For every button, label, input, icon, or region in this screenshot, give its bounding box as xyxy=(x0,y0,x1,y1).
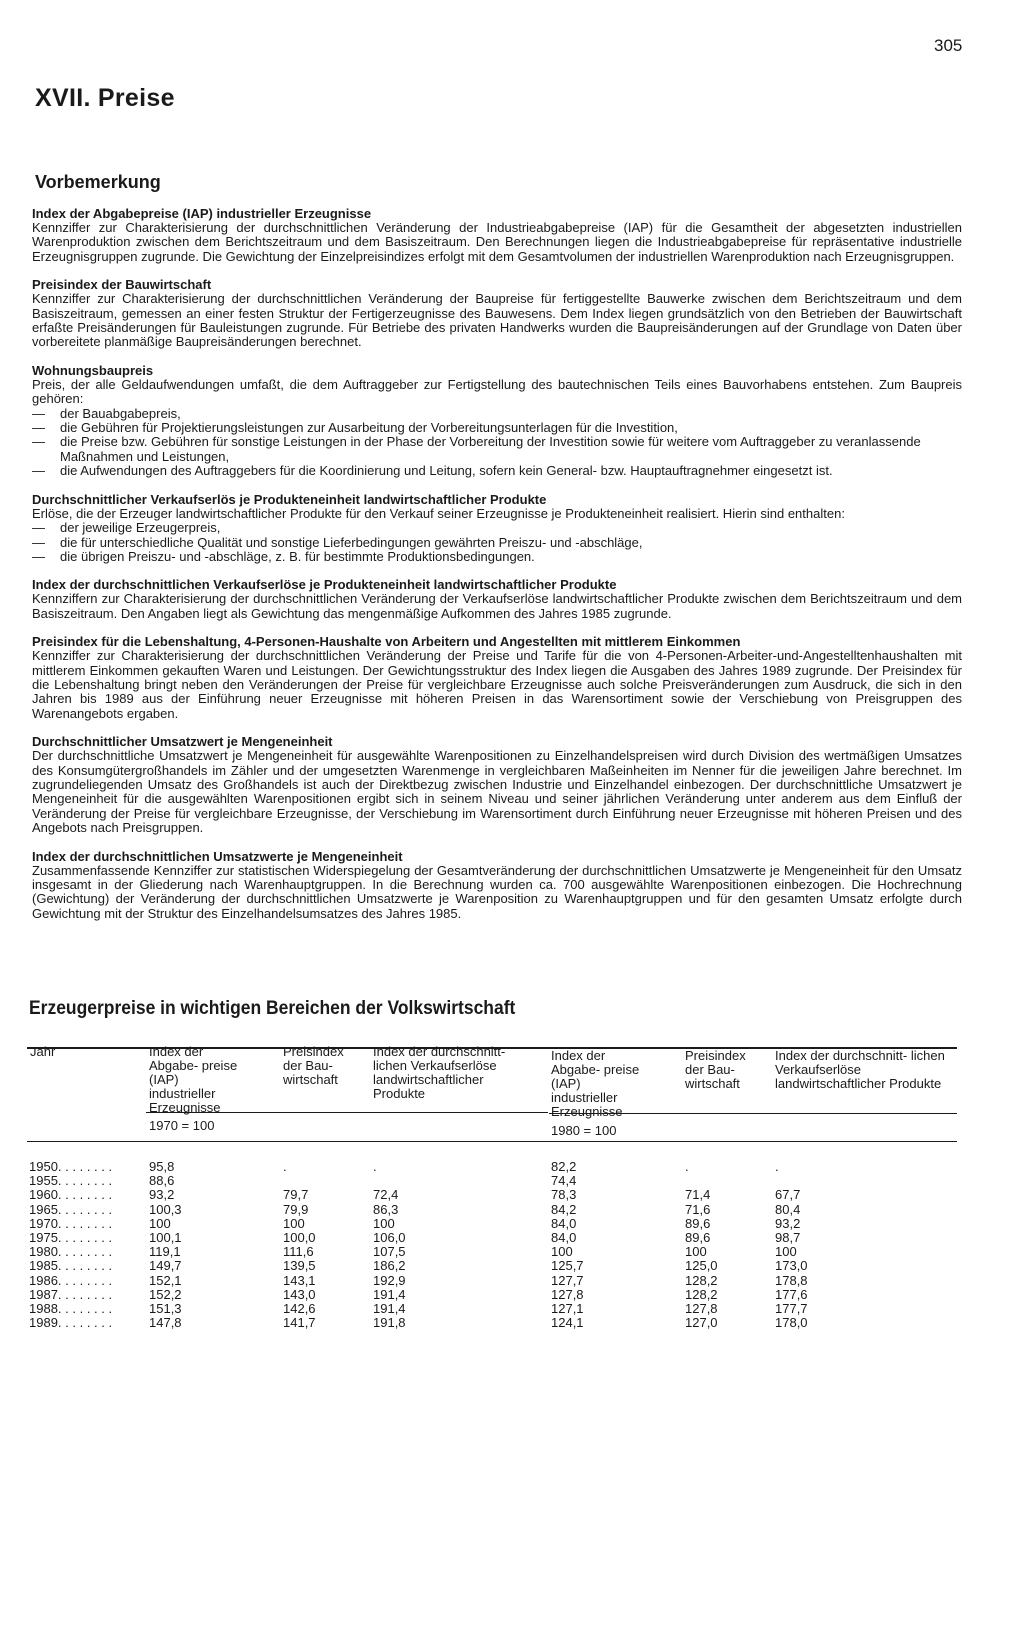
iap-1980-cell: 127,7 xyxy=(551,1272,584,1288)
year-cell: 1950. . . . . . . . xyxy=(29,1159,113,1174)
list-item xyxy=(32,435,962,464)
entry-title: Preisindex der Bauwirtschaft xyxy=(32,277,212,293)
entry-index-umsatzwerte xyxy=(32,850,962,922)
vkl-1980-cell: 177,6 xyxy=(775,1286,808,1302)
bau-1970-cell: 100,0 xyxy=(283,1230,316,1245)
iap-1970-cell: 152,2 xyxy=(149,1286,182,1302)
entry-wohnungsbaupreis xyxy=(32,364,962,479)
entry-body: Erlöse, die der Erzeuger landwirtschaftlicher Produkte für den Verkauf seiner Erzeugnisse je Produkteneinheit realisiert. Hierin sind enthalten: xyxy=(32,505,845,521)
iap-1970-cell: 93,2 xyxy=(149,1187,175,1203)
entry-title: Index der durchschnittlichen Verkaufserlöse je Produkteneinheit landwirtschaftlicher Produkte xyxy=(32,577,617,593)
dash-marker: — xyxy=(32,534,45,550)
table-row xyxy=(27,1273,957,1287)
bau-1980-cell: 128,2 xyxy=(685,1286,718,1302)
vkl-1970-cell: 191,8 xyxy=(373,1315,406,1331)
entry-lebenshaltung xyxy=(32,635,962,721)
iap-1980-cell: 100 xyxy=(551,1244,573,1260)
chapter-title: XVII. Preise xyxy=(35,84,175,112)
bau-1980-cell: . xyxy=(685,1159,689,1174)
entry-body: Kennziffern zur Charakterisierung der durchschnittlichen Veränderung der Verkaufserlöse landwirtschaftlicher Produkte zwischen dem Berichtszeitraum und dem Basiszeitraum. Den Angaben liegt als Gewichtung das mengenmäßige Aufkommen des Jahres 1985 zugrunde. xyxy=(32,591,962,621)
iap-1980-cell: 127,1 xyxy=(551,1301,584,1316)
year-cell: 1965. . . . . . . . xyxy=(29,1201,113,1217)
column-header-bau-1980: Preisindex der Bau- wirtschaft xyxy=(685,1048,746,1091)
bau-1980-cell: 125,0 xyxy=(685,1258,718,1274)
list-item-text: die Aufwendungen des Auftraggebers für die Koordinierung und Leitung, sofern kein General- bzw. Hauptauftragnehmer eingesetzt ist. xyxy=(60,463,833,479)
entry-body: Zusammenfassende Kennziffer zur statistischen Widerspiegelung der Gesamtveränderung der durchschnittlichen Umsatzwerte je Mengeneinheit für den Umsatz insgesamt in der Gliederung nach Warenhauptgruppen. In die Berechnung wurden ca. 700 ausgewählte Warenpositionen einbezogen. Die Hochrechnung (Gewichtung) der Veränderung der durchschnittlichen Umsatzwerte je Warenposition zu Warenhauptgruppen und für den gesamten Umsatz erfolgte durch Gewichtung mit der Struktur des Einzelhandelsumsatzes des Jahres 1985. xyxy=(32,862,962,921)
entry-title: Durchschnittlicher Verkaufserlös je Produkteneinheit landwirtschaftlicher Produkte xyxy=(32,491,547,507)
vkl-1980-cell: 93,2 xyxy=(775,1215,801,1231)
table-title: Erzeugerpreise in wichtigen Bereichen der Volkswirtschaft xyxy=(29,998,516,1019)
base-label-1980: 1980 = 100 xyxy=(551,1123,617,1138)
bau-1970-cell: 141,7 xyxy=(283,1315,316,1331)
column-header-vkl-1970: Index der durchschnitt- lichen Verkaufserlöse landwirtschaftlicher Produkte xyxy=(373,1044,506,1101)
table-row xyxy=(27,1315,957,1329)
list-item-text: die übrigen Preiszu- und -abschläge, z. B. für bestimmte Produktionsbedingungen. xyxy=(60,548,535,564)
dash-marker: — xyxy=(32,420,45,436)
bau-1970-cell: 111,6 xyxy=(283,1244,314,1260)
year-cell: 1987. . . . . . . . xyxy=(29,1286,113,1302)
iap-1970-cell: 152,1 xyxy=(149,1272,182,1288)
iap-1980-cell: 125,7 xyxy=(551,1258,584,1274)
iap-1980-cell: 127,8 xyxy=(551,1286,584,1302)
table-row xyxy=(27,1244,957,1258)
year-cell: 1955. . . . . . . . xyxy=(29,1173,113,1189)
entry-title: Index der durchschnittlichen Umsatzwerte je Mengeneinheit xyxy=(32,848,403,864)
table-row xyxy=(27,1216,957,1230)
dash-marker: — xyxy=(32,548,45,564)
bau-1980-cell: 127,0 xyxy=(685,1315,718,1331)
bau-1970-cell: 79,7 xyxy=(283,1187,309,1203)
table-row xyxy=(27,1301,957,1315)
entry-body: Kennziffer zur Charakterisierung der durchschnittlichen Veränderung der Preise und Tarife für die von 4-Personen-Arbeiter-und-Angestelltenhaushalten mit mittlerem Einkommen gekauften Waren und Leistungen. Der Gewichtungsstruktur des Index liegen die Ausgaben des Jahres 1989 zugrunde. Der Preisindex für die Lebenshaltung bringt neben den Veränderungen der Preise für vergleichbare Erzeugnisse auch solche Preisveränderungen zum Ausdruck, die sich in den Jahren bis 1989 aus der Einführung neuer Erzeugnisse mit höheren Preisen in das Warensortiment sowie der Verschiebung von Preisgruppen des Warenangebots ergaben. xyxy=(32,648,962,721)
dash-marker: — xyxy=(32,434,45,450)
entry-body: Kennziffer zur Charakterisierung der durchschnittlichen Veränderung der Industrieabgabepreise (IAP) für die Gesamtheit der abgesetzten industriellen Warenproduktion zwischen dem Berichtszeitraum und dem Basiszeitraum. Den Berechnungen liegen die Industrieabgabepreise für repräsentative industrielle Erzeugnisgruppen zugrunde. Die Gewichtung der Einzelpreisindizes erfolgt mit dem Gesamtvolumen der industriellen Warenproduktion nach Erzeugnisgruppen. xyxy=(32,220,962,264)
vkl-1970-cell: 100 xyxy=(373,1215,395,1231)
year-cell: 1975. . . . . . . . xyxy=(29,1230,113,1245)
bullet-list xyxy=(32,521,962,564)
table-row xyxy=(27,1173,957,1187)
entry-umsatzwert xyxy=(32,735,962,835)
entry-body: Preis, der alle Geldaufwendungen umfaßt, die dem Auftraggeber zur Fertigstellung des bautechnischen Teils eines Bauvorhabens entstehen. Zum Baupreis gehören: xyxy=(32,376,962,407)
list-item xyxy=(32,550,962,564)
bau-1970-cell: 79,9 xyxy=(283,1201,309,1217)
iap-1980-cell: 82,2 xyxy=(551,1159,577,1174)
iap-1970-cell: 100 xyxy=(149,1215,171,1231)
bau-1980-cell: 71,4 xyxy=(685,1187,711,1203)
iap-1980-cell: 84,0 xyxy=(551,1230,577,1245)
table-row xyxy=(27,1159,957,1173)
iap-1980-cell: 78,3 xyxy=(551,1187,577,1203)
iap-1970-cell: 95,8 xyxy=(149,1159,175,1174)
bau-1970-cell: . xyxy=(283,1159,287,1174)
bullet-list xyxy=(32,407,962,479)
table-row xyxy=(27,1287,957,1301)
list-item xyxy=(32,536,962,550)
bau-1970-cell: 142,6 xyxy=(283,1301,316,1316)
iap-1970-cell: 119,1 xyxy=(149,1244,181,1260)
iap-1980-cell: 74,4 xyxy=(551,1173,577,1189)
entry-iap xyxy=(32,207,962,264)
vkl-1970-cell: 72,4 xyxy=(373,1187,399,1203)
vkl-1970-cell: . xyxy=(373,1159,377,1174)
iap-1980-cell: 84,0 xyxy=(551,1215,577,1231)
year-cell: 1960. . . . . . . . xyxy=(29,1187,113,1203)
vkl-1980-cell: 178,8 xyxy=(775,1272,808,1288)
column-header-bau-1970: Preisindex der Bau- wirtschaft xyxy=(283,1044,344,1087)
entry-title: Index der Abgabepreise (IAP) industrieller Erzeugnisse xyxy=(32,206,372,221)
list-item xyxy=(32,464,962,478)
dash-marker: — xyxy=(32,405,45,421)
vkl-1980-cell: . xyxy=(775,1159,779,1174)
list-item-text: die für unterschiedliche Qualität und sonstige Lieferbedingungen gewährten Preiszu- und -abschläge, xyxy=(60,534,643,550)
list-item xyxy=(32,521,962,535)
vkl-1980-cell: 100 xyxy=(775,1244,797,1260)
base-rule-1980 xyxy=(549,1113,957,1114)
bau-1970-cell: 143,1 xyxy=(283,1272,316,1288)
dash-marker: — xyxy=(32,463,45,479)
page-number: 305 xyxy=(934,36,963,55)
entry-body: Kennziffer zur Charakterisierung der durchschnittlichen Veränderung der Baupreise für fertiggestellte Bauwerke zwischen dem Berichtszeitraum und dem Basiszeitraum, gemessen an einer festen Struktur der Fertigerzeugnisse des Bauwesens. Dem Index liegen grundsätzlich von den Betrieben der Bauwirtschaft erfaßte Preisänderungen für Bauleistungen zugrunde. Für Betriebe des privaten Handwerks wurden die Baupreisänderungen auf der Grundlage von Daten über vorbereitete planmäßige Baupreisänderungen berechnet. xyxy=(32,291,962,350)
vkl-1970-cell: 191,4 xyxy=(373,1301,406,1316)
table-row xyxy=(27,1258,957,1272)
entry-title: Wohnungsbaupreis xyxy=(32,362,154,378)
vkl-1980-cell: 98,7 xyxy=(775,1230,801,1245)
entry-body: Der durchschnittliche Umsatzwert je Mengeneinheit für ausgewählte Warenpositionen zu Einzelhandelspreisen wird durch Division des wertmäßigen Umsatzes des Konsumgütergroßhandels im Zähler und der umgesetzten Warenmenge in vergleichbaren Maßeinheiten im Nenner für die jeweiligen Jahre berechnet. Im zugrundeliegenden Umsatz des Großhandels ist auch der Direktbezug zwischen Industrie und Einzelhandel einbezogen. Der durchschnittliche Umsatzwert je Mengeneinheit für die ausgewählten Warenpositionen ergibt sich in seinem Niveau und seiner jährlichen Veränderung unter anderem aus dem Einfluß der Veränderung der Preise für vergleichbare Erzeugnisse, der Verschiebung im Warensortiment durch Einführung neuer Erzeugnisse mit höheren Preisen und des Angebots nach Preisgruppen. xyxy=(32,748,962,836)
year-cell: 1986. . . . . . . . xyxy=(29,1272,113,1288)
list-item-text: der Bauabgabepreis, xyxy=(60,405,181,421)
bau-1980-cell: 128,2 xyxy=(685,1272,718,1288)
column-header-vkl-1980: Index der durchschnitt- lichen Verkaufserlöse landwirtschaftlicher Produkte xyxy=(775,1048,945,1091)
entry-index-verkaufserloese xyxy=(32,578,962,621)
iap-1970-cell: 100,3 xyxy=(149,1201,182,1217)
vkl-1980-cell: 178,0 xyxy=(775,1315,808,1331)
column-header-iap-1970: Index der Abgabe- preise (IAP) industrieller Erzeugnisse xyxy=(149,1044,238,1115)
vkl-1970-cell: 106,0 xyxy=(373,1230,406,1245)
header-bottom-rule xyxy=(27,1141,957,1142)
entry-verkaufserloes xyxy=(32,493,962,565)
year-cell: 1980. . . . . . . . xyxy=(29,1244,113,1260)
entry-bauwirtschaft xyxy=(32,278,962,350)
vkl-1970-cell: 191,4 xyxy=(373,1286,406,1302)
table-row xyxy=(27,1230,957,1244)
vkl-1980-cell: 177,7 xyxy=(775,1301,808,1316)
column-header-iap-1980: Index der Abgabe- preise (IAP) industrieller Erzeugnisse xyxy=(551,1048,640,1119)
iap-1970-cell: 149,7 xyxy=(149,1258,182,1274)
intro-section xyxy=(32,207,962,935)
bau-1980-cell: 71,6 xyxy=(685,1201,711,1217)
base-rule-1970 xyxy=(146,1112,548,1113)
list-item xyxy=(32,421,962,435)
vkl-1970-cell: 186,2 xyxy=(373,1258,406,1274)
entry-title: Durchschnittlicher Umsatzwert je Mengeneinheit xyxy=(32,734,333,750)
bau-1970-cell: 139,5 xyxy=(283,1258,316,1274)
bau-1970-cell: 143,0 xyxy=(283,1286,316,1302)
column-header-year: Jahr xyxy=(30,1044,56,1059)
vkl-1980-cell: 80,4 xyxy=(775,1201,801,1217)
table-row xyxy=(27,1202,957,1216)
vkl-1970-cell: 107,5 xyxy=(373,1244,406,1260)
section-title: Vorbemerkung xyxy=(35,172,161,192)
table-row xyxy=(27,1187,957,1201)
vkl-1980-cell: 173,0 xyxy=(775,1258,808,1274)
dash-marker: — xyxy=(32,520,45,536)
iap-1970-cell: 151,3 xyxy=(149,1301,182,1316)
vkl-1970-cell: 86,3 xyxy=(373,1201,399,1217)
base-label-1970: 1970 = 100 xyxy=(149,1118,215,1133)
bau-1980-cell: 89,6 xyxy=(685,1230,711,1245)
bau-1970-cell: 100 xyxy=(283,1215,305,1231)
year-cell: 1988. . . . . . . . xyxy=(29,1301,113,1316)
bau-1980-cell: 89,6 xyxy=(685,1215,711,1231)
year-cell: 1985. . . . . . . . xyxy=(29,1258,113,1274)
bau-1980-cell: 100 xyxy=(685,1244,707,1260)
iap-1980-cell: 84,2 xyxy=(551,1201,577,1217)
list-item xyxy=(32,407,962,421)
price-table xyxy=(27,1045,957,1645)
iap-1970-cell: 147,8 xyxy=(149,1315,182,1331)
iap-1980-cell: 124,1 xyxy=(551,1315,584,1331)
list-item-text: die Gebühren für Projektierungsleistungen zur Ausarbeitung der Vorbereitungsunterlagen für die Investition, xyxy=(60,420,678,436)
iap-1970-cell: 100,1 xyxy=(149,1230,182,1245)
bau-1980-cell: 127,8 xyxy=(685,1301,718,1316)
vkl-1980-cell: 67,7 xyxy=(775,1187,801,1203)
list-item-text: der jeweilige Erzeugerpreis, xyxy=(60,520,221,536)
list-item-text: die Preise bzw. Gebühren für sonstige Leistungen in der Phase der Vorbereitung der Investition sowie für weitere vom Auftraggeber zu veranlassende Maßnahmen und Leistungen, xyxy=(60,434,921,464)
vkl-1970-cell: 192,9 xyxy=(373,1272,406,1288)
iap-1970-cell: 88,6 xyxy=(149,1173,175,1189)
entry-title: Preisindex für die Lebenshaltung, 4-Personen-Haushalte von Arbeitern und Angestellten mit mittlerem Einkommen xyxy=(32,634,741,650)
year-cell: 1989. . . . . . . . xyxy=(29,1315,113,1331)
year-cell: 1970. . . . . . . . xyxy=(29,1215,113,1231)
